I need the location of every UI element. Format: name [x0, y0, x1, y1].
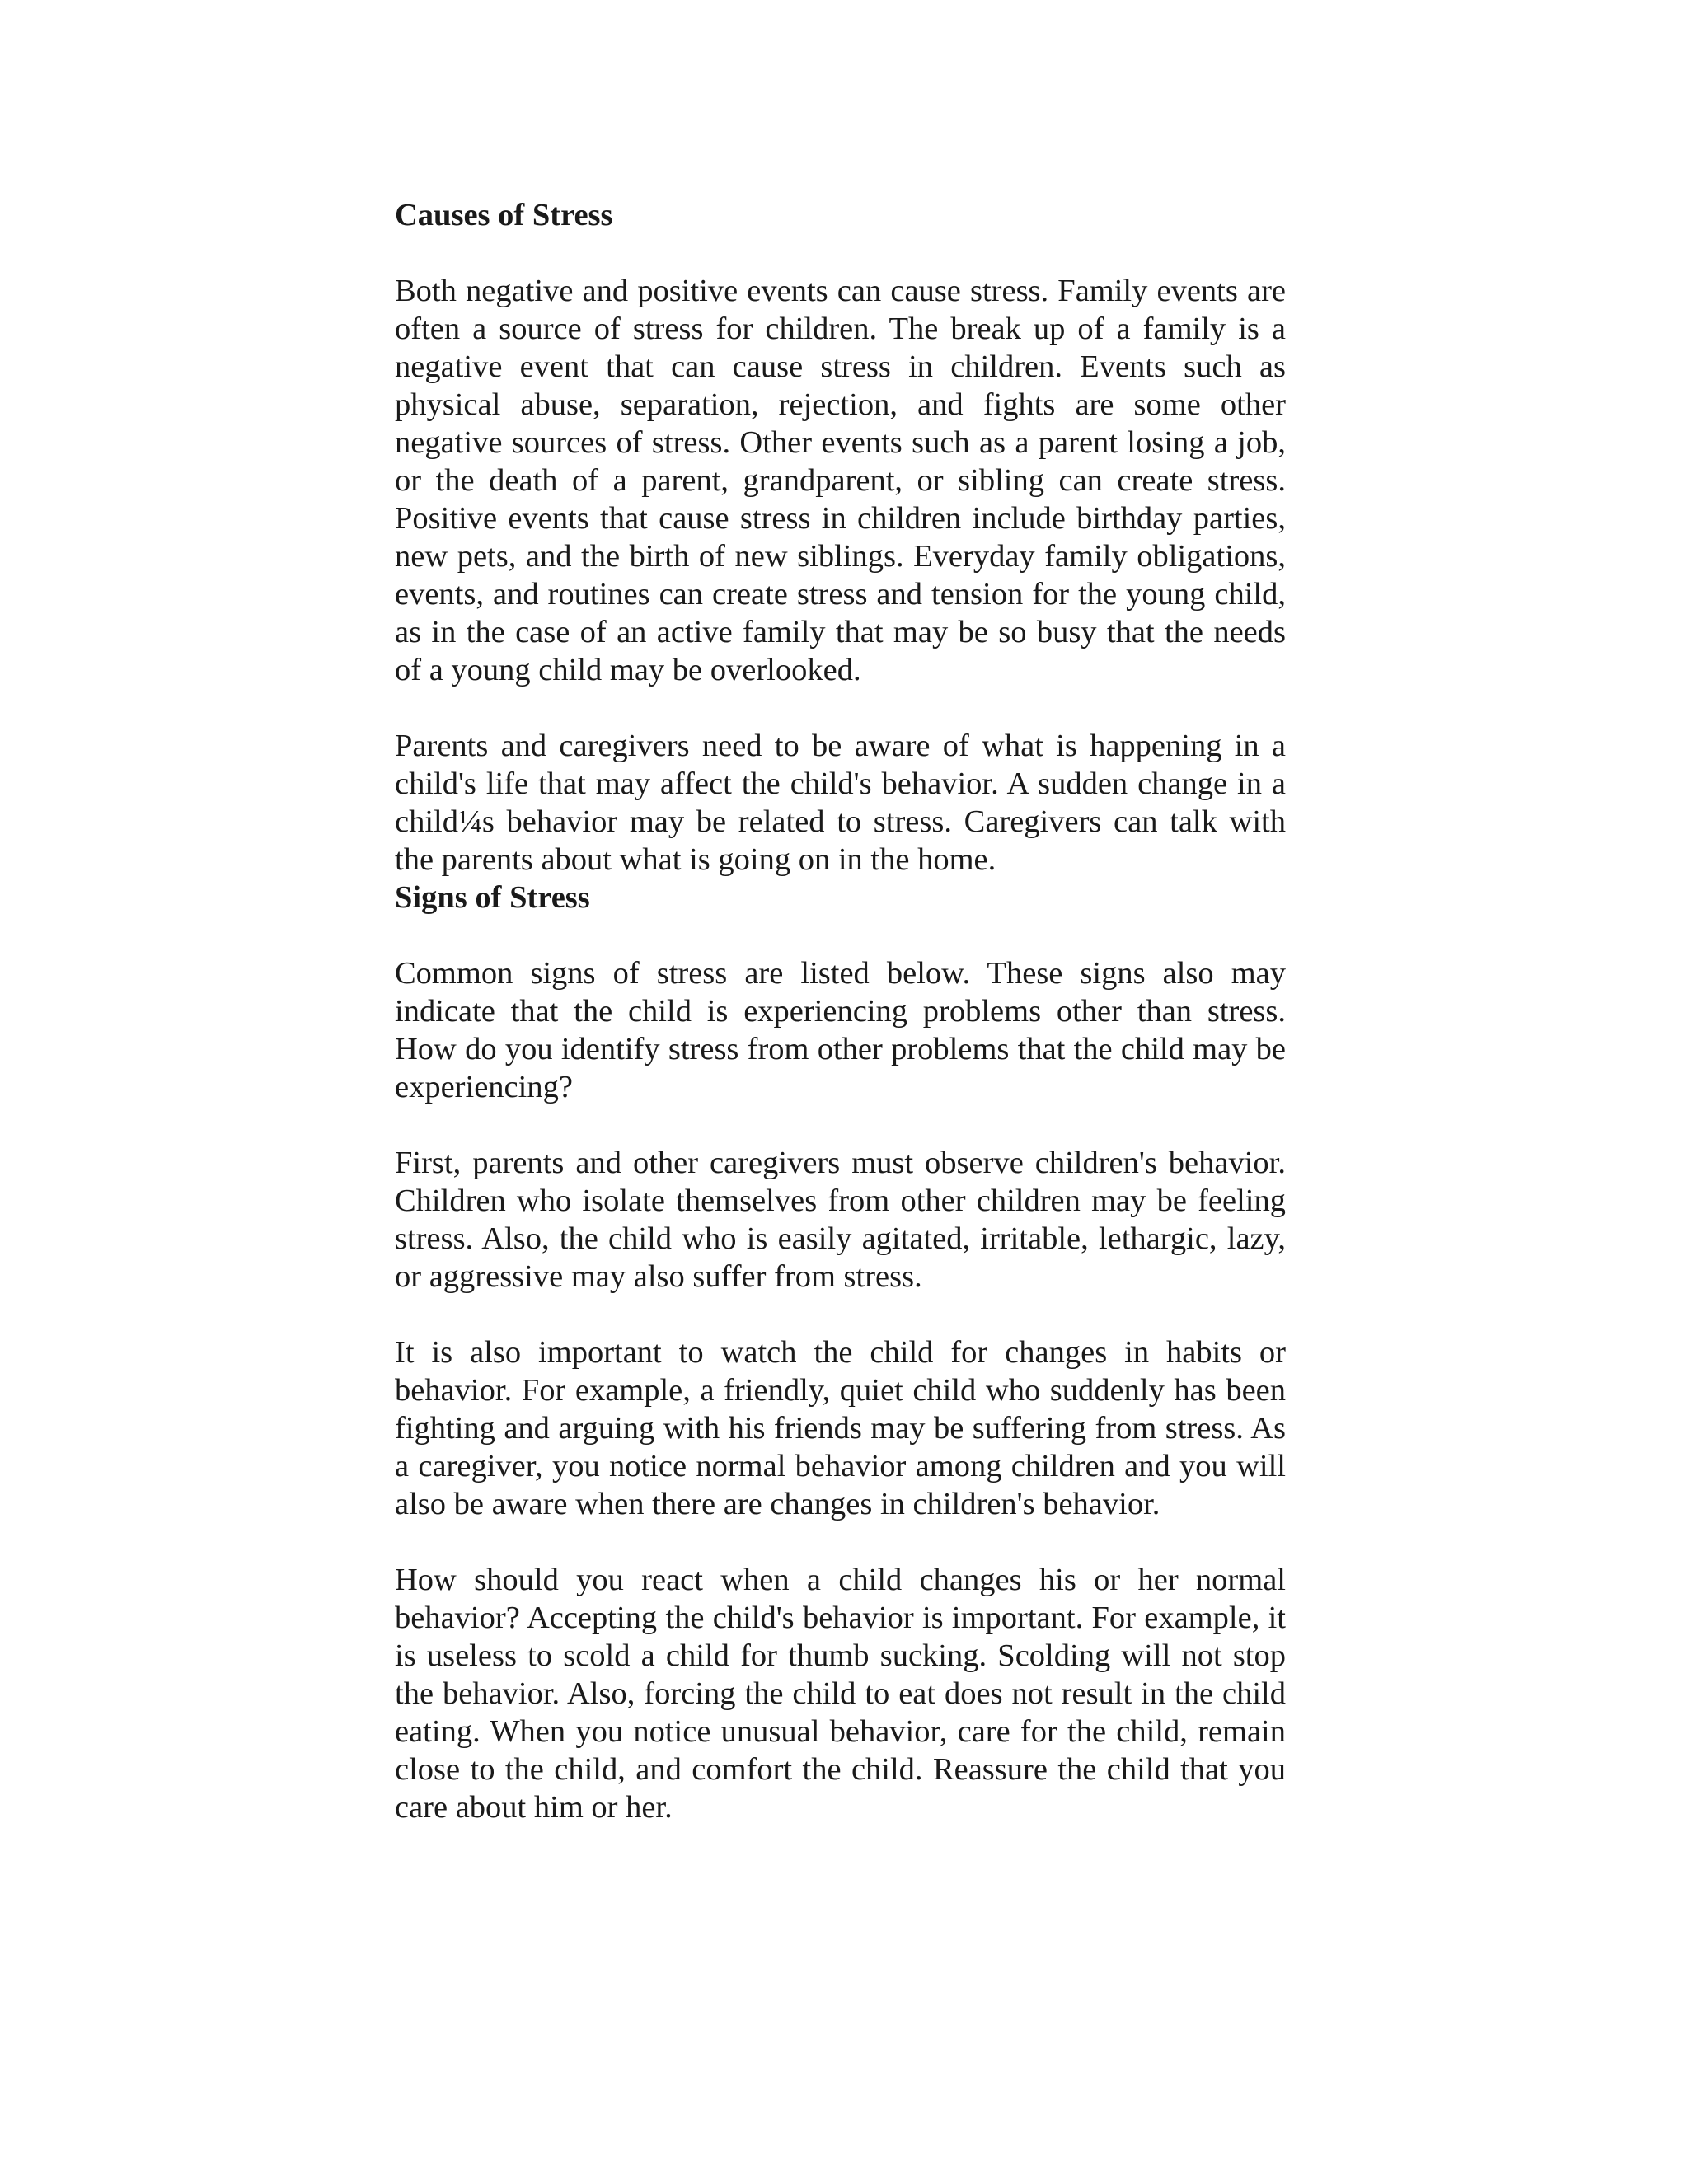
paragraph: Common signs of stress are listed below. These signs also may indicate that the child is experiencing problems other than stress. How do you identify stress from other problems that the child may be experiencing? [395, 956, 1286, 1104]
paragraph: How should you react when a child changes his or her normal behavior? Accepting the child's behavior is important. For example, it is useless to scold a child for thumb sucking. Scolding will not stop the behavior. Also, forcing the child to eat does not result in the child eating. When you notice unusual behavior, care for the child, remain close to the child, and comfort the child. Reassure the child that you care about him or her. [395, 1563, 1286, 1825]
paragraph: It is also important to watch the child for changes in habits or behavior. For example, a friendly, quiet child who suddenly has been fighting and arguing with his friends may be suffering from stress. As a caregiver, you notice normal behavior among children and you will also be aware when there are changes in children's behavior. [395, 1335, 1286, 1521]
paragraph: Parents and caregivers need to be aware of what is happening in a child's life that may affect the child's behavior. A sudden change in a child¼s behavior may be related to stress. Caregivers can talk with the parents about what is going on in the home. [395, 729, 1286, 877]
paragraph: Both negative and positive events can cause stress. Family events are often a source of stress for children. The break up of a family is a negative event that can cause stress in children. Events such as physical abuse, separation, rejection, and fights are some other negative sources of stress. Other events such as a parent losing a job, or the death of a parent, grandparent, or sibling can create stress. Positive events that cause stress in children include birthday parties, new pets, and the birth of new siblings. Everyday family obligations, events, and routines can create stress and tension for the young child, as in the case of an active family that may be so busy that the needs of a young child may be overlooked. [395, 274, 1286, 687]
section-heading: Signs of Stress [395, 880, 590, 915]
section-signs-of-stress [395, 879, 1286, 1826]
paragraph: First, parents and other caregivers must observe children's behavior. Children who isolate themselves from other children may be feeling stress. Also, the child who is easily agitated, irritable, lethargic, lazy, or aggressive may also suffer from stress. [395, 1146, 1286, 1294]
section-causes-of-stress [395, 196, 1286, 879]
document-body [395, 196, 1286, 1826]
section-heading: Causes of Stress [395, 198, 613, 232]
